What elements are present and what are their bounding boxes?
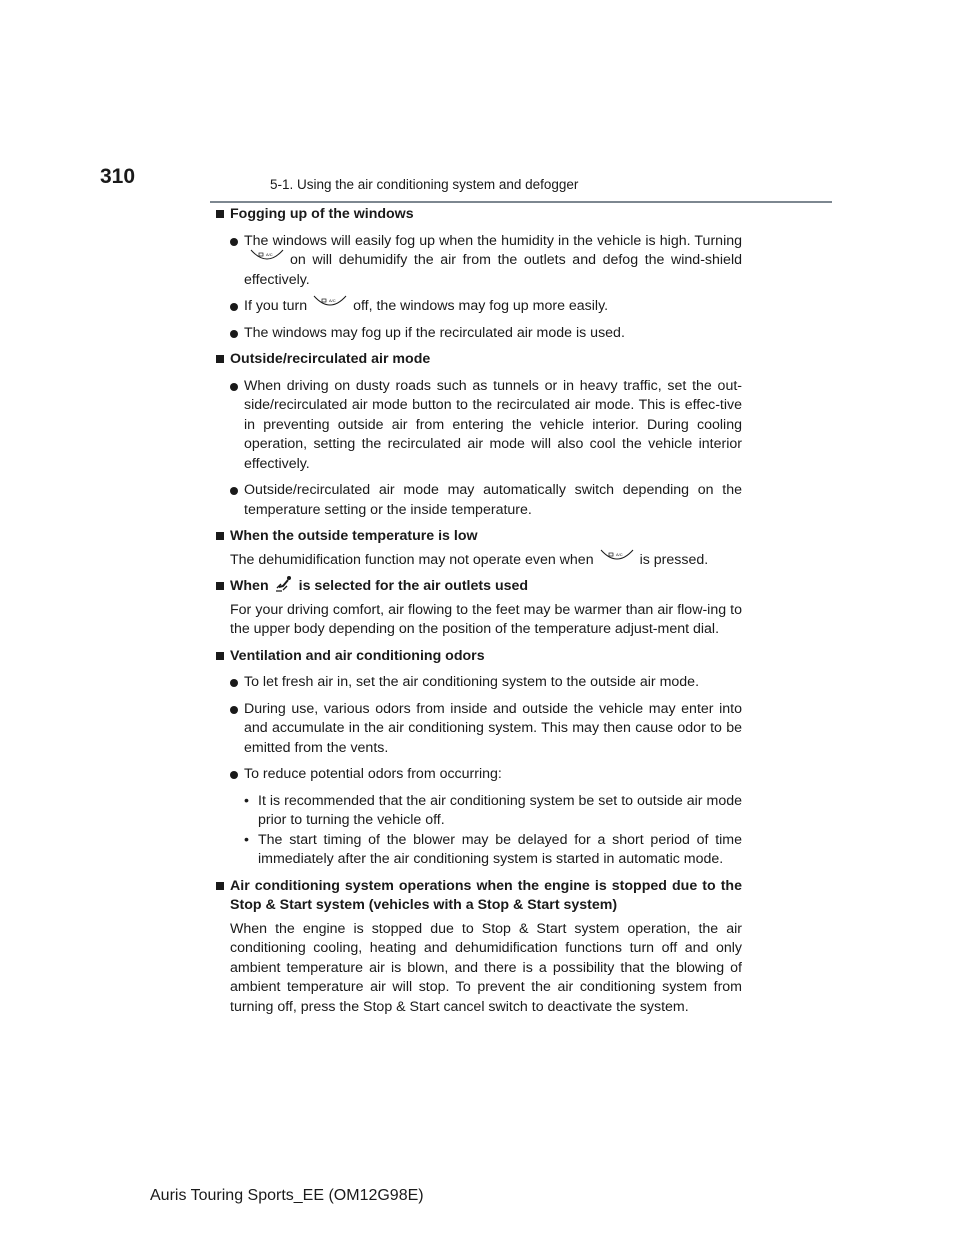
foot-vent-icon	[273, 575, 295, 593]
bullet-fog-recirc: The windows may fog up if the recirculated air mode is used.	[216, 324, 742, 344]
sub-item-text: The start timing of the blower may be delayed for a short period of time immediately after the air conditioning system is started in automatic mode.	[258, 831, 742, 867]
sub-item-blower	[216, 831, 742, 870]
paragraph-text: is pressed.	[639, 551, 709, 568]
sub-bullet: •	[244, 792, 249, 809]
bullet-recirc-auto: Outside/recirculated air mode may automatically switch depending on the temperature setting or the inside temperature.	[216, 481, 742, 520]
paragraph-stop-start: When the engine is stopped due to Stop & Start system operation, the air conditioning cooling, heating and dehumidification functions turn off and only ambient temperature air is blown, and there is a possibility that the blowing of ambient temperature air will stop. To prevent the air conditioning system from turning off, press the Stop & Start cancel switch to deactivate the system.	[230, 920, 742, 1015]
ac-button-icon	[313, 295, 347, 311]
svg-text:A/C: A/C	[329, 298, 336, 304]
bullet-fog-humidity	[216, 232, 742, 291]
bullet-text: off, the windows may fog up more easily.	[353, 298, 609, 314]
bullet-odors-reduce: To reduce potential odors from occurring:	[216, 765, 742, 785]
footer-manual-title: Auris Touring Sports_EE (OM12G98E)	[150, 1187, 424, 1204]
bullet-text: If you turn	[244, 298, 308, 314]
bullet-fog-ac-off	[216, 297, 742, 317]
section-title: 5-1. Using the air conditioning system and defogger	[270, 177, 579, 192]
page-content	[216, 205, 742, 1017]
bullet-odors-fresh: To let fresh air in, set the air conditioning system to the outside air mode.	[216, 673, 742, 693]
ac-button-icon	[250, 249, 284, 265]
ac-button-icon	[600, 549, 634, 565]
heading-low-temp: When the outside temperature is low	[216, 527, 742, 547]
paragraph-low-temp	[216, 551, 742, 571]
bullet-text: The windows will easily fog up when the humidity in the vehicle is high. Turning	[244, 232, 742, 249]
heading-odors: Ventilation and air conditioning odors	[216, 647, 742, 667]
heading-feet	[216, 577, 742, 597]
page-number: 310	[100, 165, 136, 188]
sub-bullet: •	[244, 831, 249, 848]
bullet-recirc-dusty: When driving on dusty roads such as tunnels or in heavy traffic, set the out-side/recirculated air mode button to the recirculated air mode. This is effec-tive in preventing outside air from entering the vehicle interior. During cooling operation, setting the recirculated air mode will also cool the vehicle interior effectively.	[216, 377, 742, 475]
heading-text: is selected for the air outlets used	[298, 578, 529, 594]
heading-fogging: Fogging up of the windows	[216, 205, 742, 225]
heading-recirculated: Outside/recirculated air mode	[216, 350, 742, 370]
bullet-odors-accumulate: During use, various odors from inside and outside the vehicle may enter into and accumulate in the air conditioning system. This may then cause odor to be emitted from the vents.	[216, 700, 742, 759]
paragraph-feet: For your driving comfort, air flowing to the feet may be warmer than air flow-ing to the upper body depending on the position of the temperature adjust-ment dial.	[230, 601, 742, 637]
svg-text:A/C: A/C	[266, 252, 273, 258]
bullet-text: on will dehumidify the air from the outlets and defog the wind-shield effectively.	[244, 252, 742, 288]
paragraph-text: The dehumidification function may not operate even when	[230, 551, 594, 568]
heading-stop-start: Air conditioning system operations when the engine is stopped due to the Stop & Start system (vehicles with a Stop & Start system)	[216, 877, 742, 916]
sub-item-outside-air	[216, 792, 742, 831]
svg-text:A/C: A/C	[615, 551, 623, 557]
heading-text: When	[230, 578, 269, 594]
sub-item-text: It is recommended that the air conditioning system be set to outside air mode prior to turning the vehicle off.	[258, 792, 742, 828]
